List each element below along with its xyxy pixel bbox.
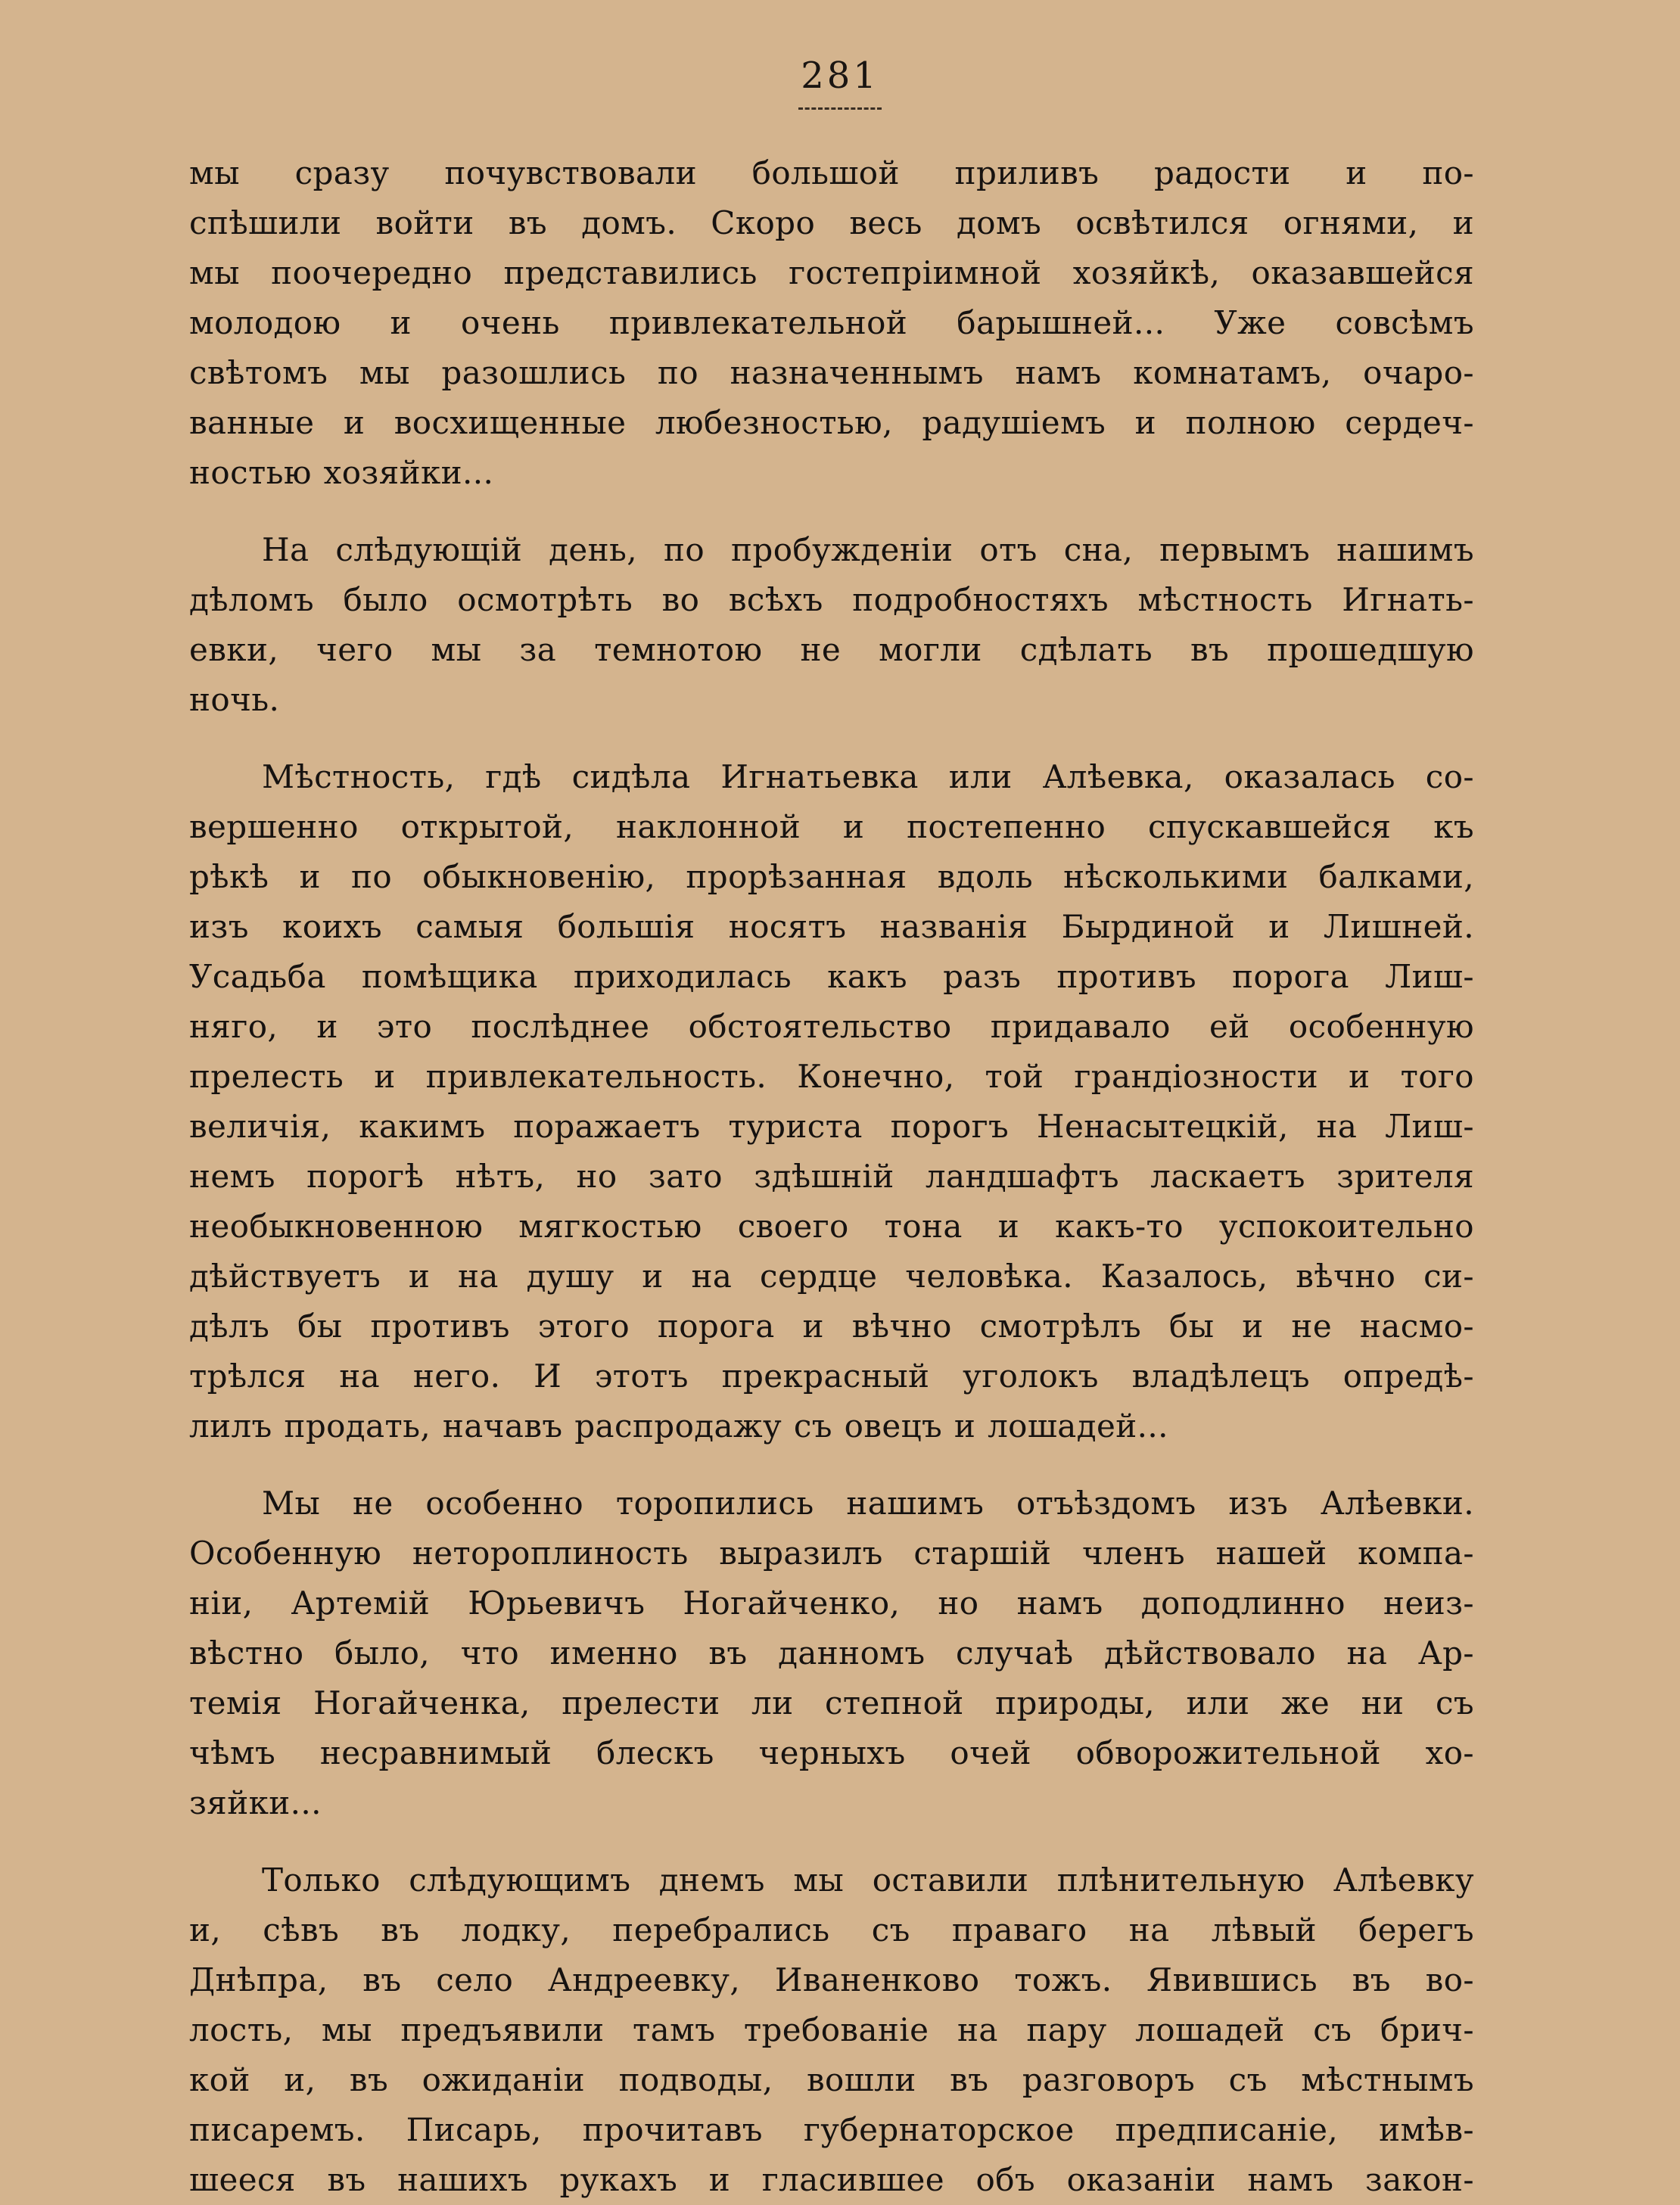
text-line: величія, какимъ поражаетъ туриста порогъ Ненасытецкій, на Лиш- — [189, 1108, 1474, 1145]
text-line: шееся въ нашихъ рукахъ и гласившее объ оказаніи намъ закон- — [189, 2161, 1474, 2198]
text-line: Особенную нетороплиность выразилъ старшій членъ нашей компа- — [189, 1535, 1474, 1572]
text-line: необыкновенною мягкостью своего тона и какъ-то успокоительно — [189, 1208, 1474, 1245]
text-line: Днѣпра, въ село Андреевку, Иваненково тожъ. Явившись въ во- — [189, 1961, 1474, 1998]
paragraph — [189, 525, 1474, 725]
text-line: мы сразу почувствовали большой приливъ радости и по- — [189, 154, 1474, 191]
text-line: дѣлъ бы противъ этого порога и вѣчно смотрѣлъ бы и не насмо- — [189, 1308, 1474, 1345]
page-number: 281 — [801, 54, 879, 97]
text-line: Усадьба помѣщика приходилась какъ разъ противъ порога Лиш- — [189, 958, 1474, 995]
text-line: темія Ногайченка, прелести ли степной природы, или же ни съ — [189, 1684, 1474, 1721]
text-line: ніи, Артемій Юрьевичъ Ногайченко, но намъ доподлинно неиз- — [189, 1585, 1474, 1622]
text-line: Мѣстность, гдѣ сидѣла Игнатьевка или Алѣевка, оказалась со- — [262, 758, 1474, 795]
body-text — [189, 148, 1474, 2205]
paragraph — [189, 1479, 1474, 1828]
text-line: дѣйствуетъ и на душу и на сердце человѣка. Казалось, вѣчно си- — [189, 1258, 1474, 1295]
text-line: зяйки... — [189, 1784, 322, 1821]
text-line: мы поочередно представились гостепріимной хозяйкѣ, оказавшейся — [189, 254, 1474, 291]
text-line: лость, мы предъявили тамъ требованіе на пару лошадей съ брич- — [189, 2011, 1474, 2048]
paragraph — [189, 1855, 1474, 2205]
text-line: Мы не особенно торопились нашимъ отъѣздомъ изъ Алѣевки. — [262, 1485, 1474, 1522]
text-line: рѣкѣ и по обыкновенію, прорѣзанная вдоль нѣсколькими балками, — [189, 858, 1474, 895]
text-line: дѣломъ было осмотрѣть во всѣхъ подробностяхъ мѣстность Игнать- — [189, 581, 1474, 618]
text-line: молодою и очень привлекательной барышней... Уже совсѣмъ — [189, 304, 1474, 341]
text-line: немъ порогѣ нѣтъ, но зато здѣшній ландшафтъ ласкаетъ зрителя — [189, 1158, 1474, 1195]
paragraph — [189, 752, 1474, 1451]
text-line: ностью хозяйки... — [189, 454, 494, 491]
text-line: ванные и восхищенные любезностью, радушіемъ и полною сердеч- — [189, 404, 1474, 441]
text-line: прелесть и привлекательность. Конечно, той грандіозности и того — [189, 1058, 1474, 1095]
text-line: трѣлся на него. И этотъ прекрасный уголокъ владѣлецъ опредѣ- — [189, 1358, 1474, 1395]
text-line: вѣстно было, что именно въ данномъ случаѣ дѣйствовало на Ар- — [189, 1634, 1474, 1672]
text-line: евки, чего мы за темнотою не могли сдѣлать въ прошедшую — [189, 631, 1474, 668]
page-number-underline — [798, 107, 882, 110]
text-line: и, сѣвъ въ лодку, перебрались съ праваго на лѣвый берегъ — [189, 1911, 1474, 1948]
text-line: писаремъ. Писарь, прочитавъ губернаторское предписаніе, имѣв- — [189, 2111, 1474, 2148]
text-line: ночь. — [189, 681, 280, 718]
text-line: лилъ продать, начавъ распродажу съ овецъ и лошадей... — [189, 1407, 1168, 1445]
text-line: чѣмъ несравнимый блескъ черныхъ очей обворожительной хо- — [189, 1734, 1474, 1771]
text-line: На слѣдующій день, по пробужденіи отъ сна, первымъ нашимъ — [262, 531, 1474, 568]
text-line: свѣтомъ мы разошлись по назначеннымъ намъ комнатамъ, очаро- — [189, 354, 1474, 391]
text-line: Только слѣдующимъ днемъ мы оставили плѣнительную Алѣевку — [262, 1861, 1474, 1899]
text-line: изъ коихъ самыя большія носятъ названія Бырдиной и Лишней. — [189, 908, 1474, 945]
text-line: вершенно открытой, наклонной и постепенно спускавшейся къ — [189, 808, 1474, 845]
text-line: кой и, въ ожиданіи подводы, вошли въ разговоръ съ мѣстнымъ — [189, 2061, 1474, 2098]
paragraph — [189, 148, 1474, 498]
text-line: спѣшили войти въ домъ. Скоро весь домъ освѣтился огнями, и — [189, 204, 1474, 241]
text-line: няго, и это послѣднее обстоятельство придавало ей особенную — [189, 1008, 1474, 1045]
